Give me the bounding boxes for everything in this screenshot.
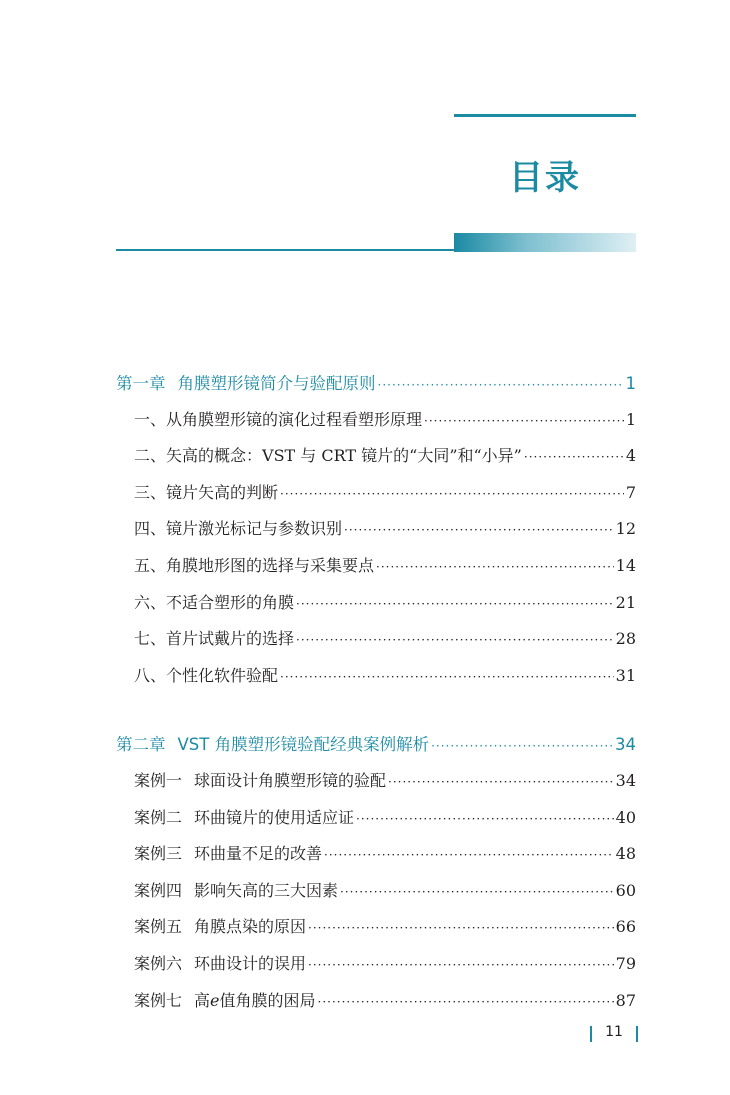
title-gradient-bar [454, 233, 636, 252]
chapter-label: 第二章 [116, 735, 166, 755]
dot-leader [280, 487, 624, 501]
entry-title: 镜片矢高的判断 [166, 482, 279, 502]
case-number: 案例一 [134, 770, 183, 790]
page-number: 1 [625, 374, 636, 393]
page-number: 31 [615, 665, 636, 685]
dot-leader [308, 958, 614, 972]
dot-leader [344, 523, 614, 537]
chapter-title: 角膜塑形镜简介与验配原则 [177, 374, 376, 393]
dot-leader [280, 670, 614, 684]
case-number: 案例七 [134, 990, 183, 1010]
case-number: 案例三 [134, 844, 183, 864]
dot-leader [296, 633, 614, 647]
table-of-contents [116, 370, 636, 1024]
title-bottom-rule [116, 249, 454, 251]
dot-leader [340, 885, 614, 899]
entry-number: 六、 [134, 592, 167, 612]
entry-title: 个性化软件验配 [166, 665, 279, 685]
page-number: 66 [615, 917, 636, 937]
page-number: 48 [615, 844, 636, 864]
dot-leader [324, 848, 614, 862]
toc-entry[interactable] [116, 841, 636, 878]
entry-number: 七、 [134, 629, 167, 649]
dot-leader [524, 450, 624, 464]
toc-entry[interactable] [116, 663, 636, 700]
toc-entry[interactable] [116, 590, 636, 627]
page-footer [590, 1024, 638, 1044]
page-title: 目录 [509, 158, 581, 198]
entry-title: 角膜地形图的选择与采集要点 [166, 555, 375, 575]
toc-entry[interactable] [116, 951, 636, 988]
title-top-rule [454, 114, 636, 117]
chapter-1-group [116, 370, 636, 699]
page-number: 40 [615, 807, 636, 827]
dot-leader [388, 775, 614, 789]
toc-entry[interactable] [116, 407, 636, 444]
dot-leader [308, 921, 614, 935]
entry-title: 环曲量不足的改善 [194, 844, 323, 864]
chapter-label: 第一章 [116, 374, 166, 393]
entry-title: 不适合塑形的角膜 [166, 592, 295, 612]
entry-number: 四、 [134, 519, 167, 539]
entry-title: 矢高的概念：VST 与 CRT 镜片的“大同”和“小异” [166, 446, 522, 466]
toc-entry[interactable] [116, 878, 636, 915]
page-number: 79 [615, 953, 636, 973]
e-value-symbol: e [210, 990, 220, 1010]
page-number: 60 [615, 880, 636, 900]
footer-page-number: 11 [605, 1024, 623, 1040]
toc-entry[interactable] [116, 626, 636, 663]
toc-entry[interactable] [116, 553, 636, 590]
toc-entry[interactable] [116, 768, 636, 805]
dot-leader [376, 560, 614, 574]
dot-leader [318, 995, 614, 1009]
dot-leader [296, 597, 614, 611]
case-number: 案例二 [134, 807, 183, 827]
entry-number: 五、 [134, 555, 167, 575]
page-number: 1 [625, 409, 636, 429]
page-number: 34 [615, 770, 636, 790]
toc-entry[interactable] [116, 914, 636, 951]
entry-number: 三、 [134, 482, 167, 502]
footer-bar-right [636, 1026, 638, 1042]
toc-entry[interactable] [116, 516, 636, 553]
entry-title: 环曲镜片的使用适应证 [194, 807, 355, 827]
page-number: 12 [615, 519, 636, 539]
entry-number: 一、 [134, 409, 167, 429]
case-number: 案例四 [134, 880, 183, 900]
toc-entry[interactable] [116, 480, 636, 517]
page-number: 21 [615, 592, 636, 612]
page-number: 14 [615, 555, 636, 575]
toc-entry[interactable] [116, 443, 636, 480]
entry-title: 从角膜塑形镜的演化过程看塑形原理 [166, 409, 423, 429]
chapter-2-entry[interactable] [116, 731, 636, 768]
entry-title: 影响矢高的三大因素 [194, 880, 339, 900]
page-number: 7 [625, 482, 636, 502]
entry-title: 高e值角膜的困局 [194, 990, 316, 1010]
page-number: 34 [615, 735, 636, 755]
page-number: 28 [615, 629, 636, 649]
dot-leader [431, 739, 613, 753]
page-number: 4 [625, 446, 636, 466]
dot-leader [378, 378, 624, 392]
entry-number: 二、 [134, 446, 167, 466]
entry-title: 镜片激光标记与参数识别 [166, 519, 343, 539]
entry-title: 角膜点染的原因 [194, 917, 307, 937]
chapter-1-entry[interactable] [116, 370, 636, 407]
entry-title: 球面设计角膜塑形镜的验配 [194, 770, 387, 790]
entry-number: 八、 [134, 665, 167, 685]
chapter-title: VST 角膜塑形镜验配经典案例解析 [177, 735, 430, 755]
entry-title: 首片试戴片的选择 [166, 629, 295, 649]
dot-leader [356, 812, 614, 826]
chapter-2-group [116, 731, 636, 1024]
case-number: 案例六 [134, 953, 183, 973]
page-number: 87 [615, 990, 636, 1010]
dot-leader [424, 414, 624, 428]
toc-entry[interactable] [116, 805, 636, 842]
case-number: 案例五 [134, 917, 183, 937]
entry-title: 环曲设计的误用 [194, 953, 307, 973]
toc-entry[interactable] [116, 988, 636, 1025]
